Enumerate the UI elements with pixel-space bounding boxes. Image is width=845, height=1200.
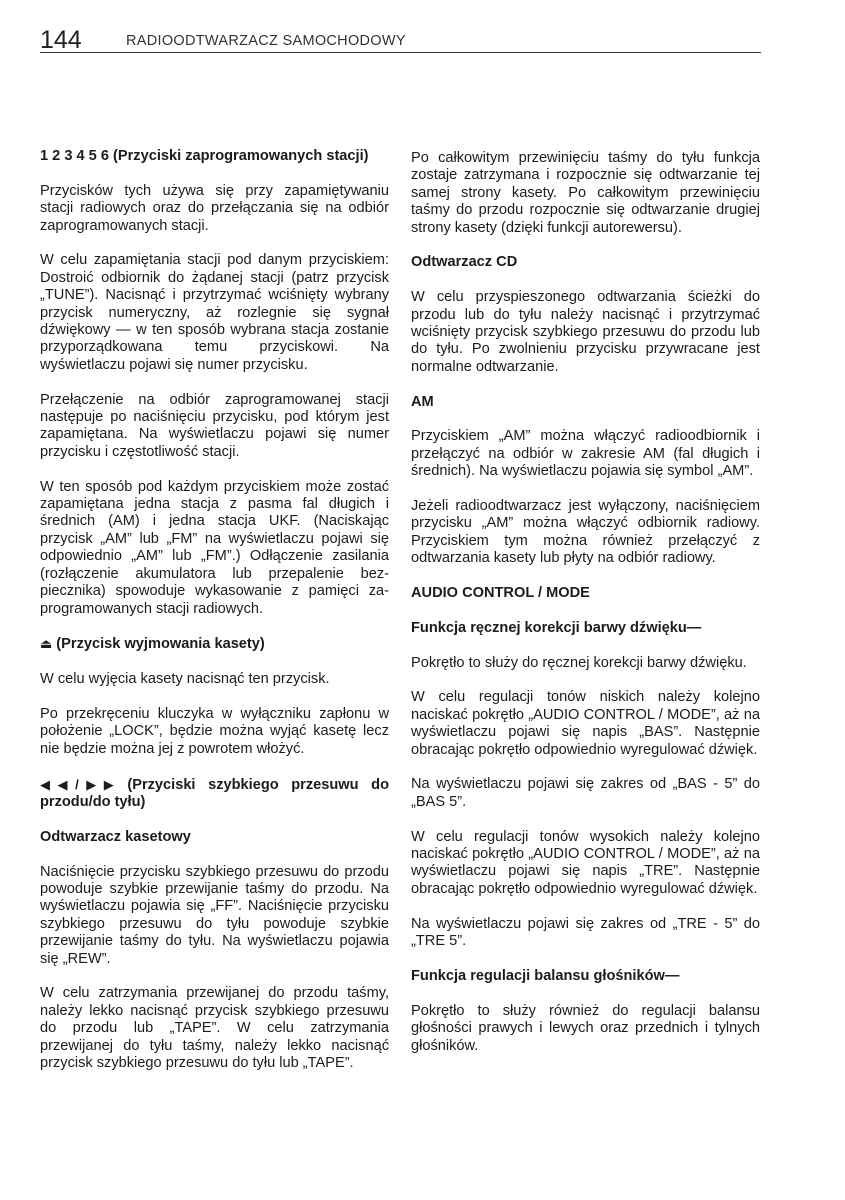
paragraph: W ten sposób pod każdym przyciskiem może zostać zapamiętana jedna stacja z pasma fal długich i średnich (AM) i jedna stacja UKF. (Naciskając przycisk „AM” lub „FM” na wyświetlaczu pojawi się odpowiednio „AM” lub „FM”.) Odłączenie zasilania (rozłączenie akumulatora lub przepalenie bezpiecznika) spowoduje wykasowanie z pamięci zaprogramowanych stacji radiowych.	[40, 478, 389, 617]
paragraph: Jeżeli radioodtwarzacz jest wyłączony, naciśnięciem przycisku „AM” można włączyć odbiornik radiowy. Przyciskiem tym można również przełączyć z odtwarzania kasety lub płyty na odbiór radiowy.	[411, 498, 760, 567]
heading-audio-control: AUDIO CONTROL / MODE	[411, 585, 590, 602]
heading-skip-text: (Przyciski szybkiego przesuwu do przodu/do tyłu)	[40, 776, 389, 810]
paragraph: Naciśnięcie przycisku szybkiego przesuwu do przodu powoduje szybkie przewijanie taśmy do przodu. Na wyświetlaczu pojawia się „FF”. Naciśnięcie przycisku szybkiego przesuwu do tyłu powoduje szybkie przewijanie taśmy do tyłu. Na wyświetlaczu pojawia się „REW”.	[40, 863, 389, 967]
rewind-fast-forward-icon: ◀◀/▶▶	[40, 776, 122, 792]
heading-cassette-player: Odtwarzacz kasetowy	[40, 828, 191, 845]
paragraph: Przełączenie na odbiór zaprogramowanej stacji następuje po naciśnięciu przycisku, pod którym jest zapamiętana. Na wyświetlaczu pojawi się numer przycisku i częstotliwość stacji.	[40, 391, 389, 460]
heading-am: AM	[411, 393, 434, 410]
heading-preset-buttons: 1 2 3 4 5 6 (Przyciski zaprogramowanych stacji)	[40, 148, 369, 164]
page-number: 144	[40, 26, 82, 54]
paragraph: W celu zatrzymania przewijanej do przodu taśmy, należy lekko nacisnąć przycisk szybkiego przesuwu do przodu lub „TAPE”. W celu zatrzymania przewijanej do tyłu taśmy, należy lekko nacisnąć przycisk szybkiego przesuwu do tyłu lub „TAPE”.	[40, 985, 389, 1071]
paragraph: W celu regulacji tonów niskich należy kolejno naciskać pokrętło „AUDIO CONTROL / MODE”, aż na wyświetlaczu pojawi się napis „BAS”. Następnie obracając pokrętło odpowiednio wyregulować dźwięk.	[411, 689, 760, 758]
paragraph: W celu przyspieszonego odtwarzania ścieżki do przodu lub do tyłu należy nacisnąć i przytrzymać wciśnięty przycisk szybkiego przesuwu do przodu lub do tyłu. Po zwolnieniu przycisku przywracane jest normalne odtwarzanie.	[411, 289, 760, 375]
heading-cd-player: Odtwarzacz CD	[411, 254, 518, 271]
paragraph: W celu zapamiętania stacji pod danym przyciskiem: Dostroić odbiornik do żądanej stacji (patrz przycisk „TUNE”). Nacisnąć i przytrzymać wciśnięty wybrany przycisk numeryczny, aż rozlegnie się sygnał dźwiękowy — w ten sposób wybrana stacja zostanie przyporządkowana temu przyciskowi. Na wyświetlaczu pojawi się numer przycisku.	[40, 252, 389, 373]
heading-skip-buttons	[40, 776, 389, 812]
paragraph: Na wyświetlaczu pojawi się zakres od „BAS - 5” do „BAS 5”.	[411, 776, 760, 810]
paragraph: Przyciskiem „AM” można włączyć radioodbiornik i przełączyć na odbiór w zakresie AM (fal długich i średnich). Na wyświetlaczu pojawia się symbol „AM”.	[411, 428, 760, 480]
heading-tone-correction: Funkcja ręcznej korekcji barwy dźwięku—	[411, 619, 702, 636]
paragraph: Po przekręceniu kluczyka w wyłączniku zapłonu w położenie „LOCK”, będzie można wyjąć kasetę lecz nie będzie można jej z powrotem włożyć.	[40, 705, 389, 757]
paragraph: Pokrętło to służy do ręcznej korekcji barwy dźwięku.	[411, 654, 747, 671]
right-column	[411, 150, 760, 1072]
heading-eject-button	[40, 635, 389, 653]
paragraph: Pokrętło to służy również do regulacji balansu głośności prawych i lewych oraz przednich i tylnych głośników.	[411, 1002, 760, 1054]
page-header	[40, 26, 760, 54]
heading-eject-text: (Przycisk wyjmowania kasety)	[56, 636, 265, 653]
paragraph: W celu regulacji tonów wysokich należy kolejno naciskać pokrętło „AUDIO CONTROL / MODE”, aż na wyświetlaczu pojawi się napis „TRE”. Następnie obracając pokrętło odpowiednio wyregulować dźwięk.	[411, 828, 760, 897]
eject-icon: ⏏	[40, 636, 53, 652]
running-title: RADIOODTWARZACZ SAMOCHODOWY	[126, 33, 406, 49]
left-column	[40, 148, 389, 1090]
paragraph: Na wyświetlaczu pojawi się zakres od „TRE - 5” do „TRE 5”.	[411, 915, 760, 950]
paragraph: W celu wyjęcia kasety nacisnąć ten przycisk.	[40, 671, 330, 688]
paragraph: Po całkowitym przewinięciu taśmy do tyłu funkcja zostaje zatrzymana i rozpocznie się odtwarzanie tej samej strony kasety. Po całkowitym przewinięciu taśmy do przodu rozpocznie się odtwarzanie drugiej strony kasety (dzięki funkcji autorewersu).	[411, 150, 760, 236]
paragraph: Przycisków tych używa się przy zapamiętywaniu stacji radiowych oraz do przełączania się na odbiór zaprogramowanych stacji.	[40, 182, 389, 234]
header-rule	[40, 52, 761, 53]
heading-speaker-balance: Funkcja regulacji balansu głośników—	[411, 967, 680, 984]
